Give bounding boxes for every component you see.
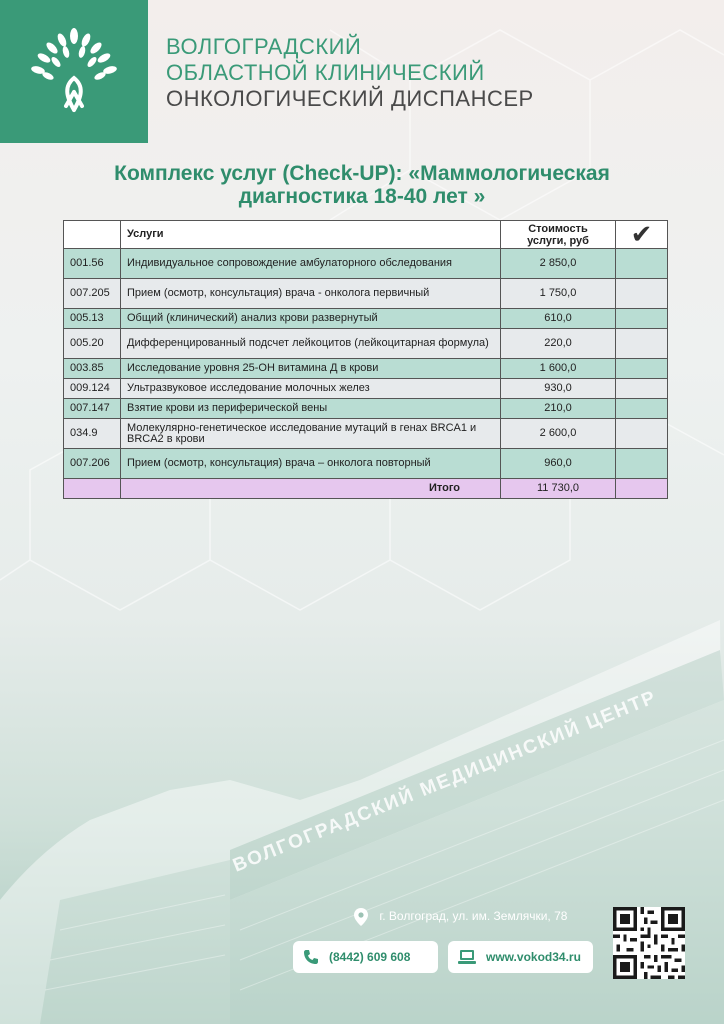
website-text: www.vokod34.ru xyxy=(486,950,581,964)
row-check-cell[interactable] xyxy=(616,279,668,309)
row-check-cell[interactable] xyxy=(616,329,668,359)
total-value: 11 730,0 xyxy=(501,479,616,499)
row-check-cell[interactable] xyxy=(616,399,668,419)
table-row xyxy=(64,379,668,399)
qr-code-icon[interactable] xyxy=(613,907,685,979)
organization-name xyxy=(166,34,534,112)
row-check-cell[interactable] xyxy=(616,419,668,449)
row-service-name: Дифференцированный подсчет лейкоцитов (лейкоцитарная формула) xyxy=(121,329,501,359)
table-header-row xyxy=(64,221,668,249)
row-price: 2 600,0 xyxy=(501,419,616,449)
org-name-line1: ВОЛГОГРАДСКИЙ xyxy=(166,34,362,59)
table-row xyxy=(64,329,668,359)
row-code: 003.85 xyxy=(64,359,121,379)
org-name-line3: ОНКОЛОГИЧЕСКИЙ ДИСПАНСЕР xyxy=(166,86,534,111)
row-price: 610,0 xyxy=(501,309,616,329)
document-title xyxy=(60,162,664,208)
services-table xyxy=(63,220,668,499)
table-row xyxy=(64,359,668,379)
table-total-row xyxy=(64,479,668,499)
row-check-cell[interactable] xyxy=(616,359,668,379)
table-row xyxy=(64,399,668,419)
row-code: 005.13 xyxy=(64,309,121,329)
header-price-line2: услуги, руб xyxy=(527,234,589,247)
row-code: 009.124 xyxy=(64,379,121,399)
row-code: 001.56 xyxy=(64,249,121,279)
building-sign: ВОЛГОГРАДСКИЙ МЕДИЦИНСКИЙ ЦЕНТР xyxy=(230,686,660,877)
row-service-name: Индивидуальное сопровождение амбулаторного обследования xyxy=(121,249,501,279)
row-code: 007.206 xyxy=(64,449,121,479)
row-check-cell[interactable] xyxy=(616,309,668,329)
title-line2: диагностика 18-40 лет » xyxy=(238,185,486,208)
website-link[interactable] xyxy=(448,941,593,973)
row-price: 1 750,0 xyxy=(501,279,616,309)
table-row xyxy=(64,419,668,449)
row-check-cell[interactable] xyxy=(616,249,668,279)
table-row xyxy=(64,449,668,479)
row-price: 2 850,0 xyxy=(501,249,616,279)
row-price: 960,0 xyxy=(501,449,616,479)
row-price: 220,0 xyxy=(501,329,616,359)
header-price xyxy=(501,221,616,249)
title-line1: Комплекс услуг (Check-UP): «Маммологическая xyxy=(114,162,610,185)
table-row xyxy=(64,279,668,309)
logo-block xyxy=(0,0,148,143)
total-label: Итого xyxy=(121,479,501,499)
header-service: Услуги xyxy=(121,221,501,249)
laptop-icon xyxy=(458,950,476,964)
table-row xyxy=(64,249,668,279)
row-code: 007.147 xyxy=(64,399,121,419)
row-price: 930,0 xyxy=(501,379,616,399)
org-name-line2: ОБЛАСТНОЙ КЛИНИЧЕСКИЙ xyxy=(166,60,485,85)
row-check-cell[interactable] xyxy=(616,449,668,479)
row-service-name: Прием (осмотр, консультация) врача – онколога повторный xyxy=(121,449,501,479)
row-code: 034.9 xyxy=(64,419,121,449)
header-price-line1: Стоимость xyxy=(528,222,588,235)
row-service-name: Взятие крови из периферической вены xyxy=(121,399,501,419)
row-service-name: Исследование уровня 25-ОН витамина Д в крови xyxy=(121,359,501,379)
row-code: 005.20 xyxy=(64,329,121,359)
tree-ribbon-logo-icon xyxy=(0,0,148,143)
phone-text: (8442) 609 608 xyxy=(329,950,411,964)
row-check-cell[interactable] xyxy=(616,379,668,399)
header-code xyxy=(64,221,121,249)
address-text: г. Волгоград, ул. им. Землячки, 78 xyxy=(379,909,568,924)
row-price: 1 600,0 xyxy=(501,359,616,379)
row-service-name: Ультразвуковое исследование молочных желез xyxy=(121,379,501,399)
phone-button[interactable] xyxy=(293,941,438,973)
table-row xyxy=(64,309,668,329)
total-empty-cell xyxy=(64,479,121,499)
address xyxy=(354,908,567,926)
row-code: 007.205 xyxy=(64,279,121,309)
total-check-cell xyxy=(616,479,668,499)
row-service-name: Общий (клинический) анализ крови развернутый xyxy=(121,309,501,329)
location-pin-icon xyxy=(354,908,368,926)
row-service-name: Прием (осмотр, консультация) врача - онколога первичный xyxy=(121,279,501,309)
phone-icon xyxy=(303,949,319,965)
row-service-name: Молекулярно-генетическое исследование мутаций в генах BRCA1 и BRCA2 в крови xyxy=(121,419,501,449)
row-price: 210,0 xyxy=(501,399,616,419)
checkmark-icon: ✔ xyxy=(616,221,668,249)
